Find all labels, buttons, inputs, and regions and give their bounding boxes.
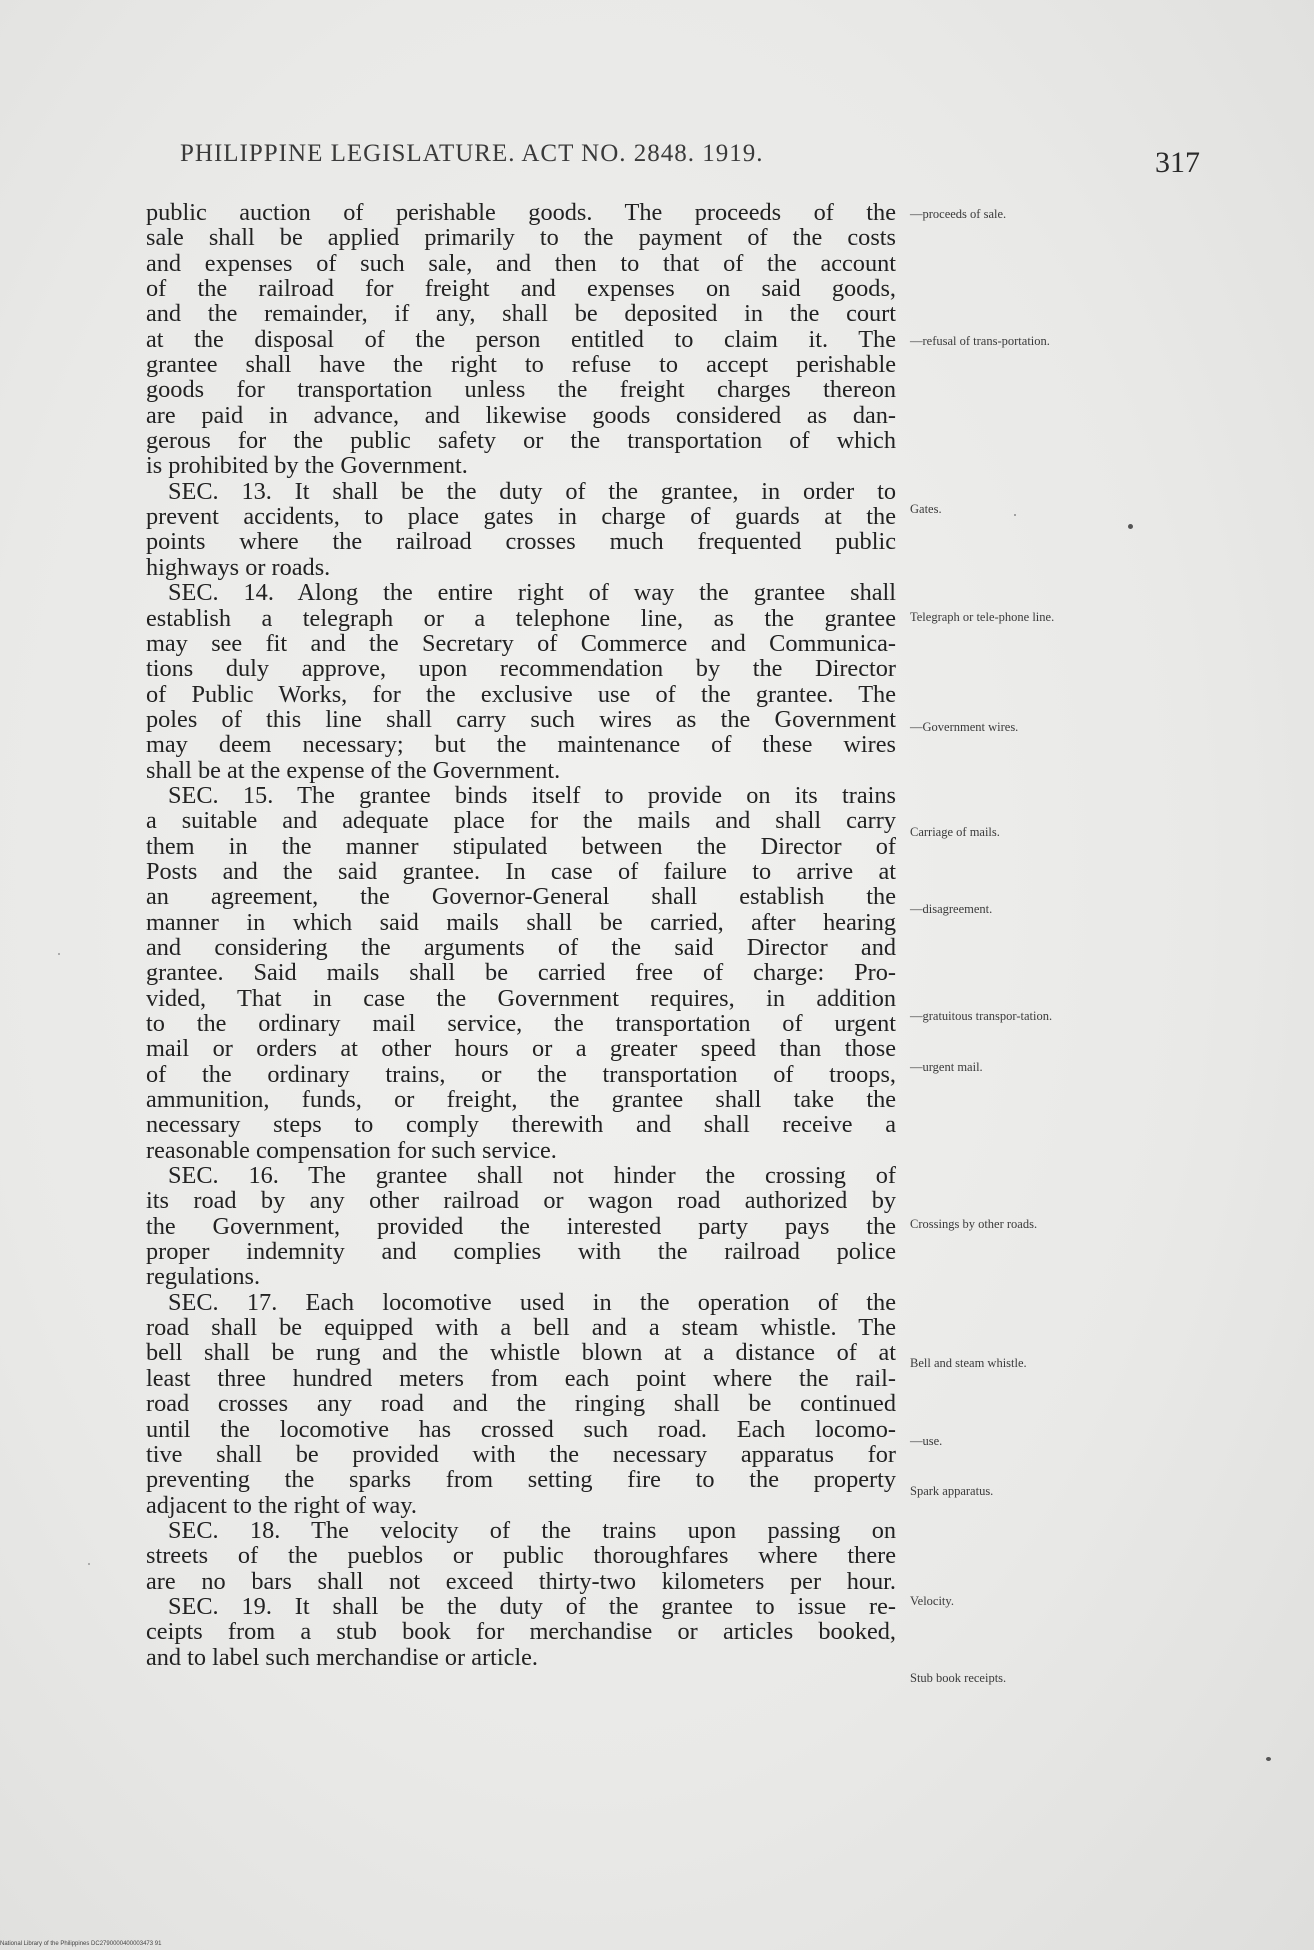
text-line: regulations.: [146, 1264, 261, 1290]
text-line: preventing the sparks from setting fire to the property: [146, 1467, 896, 1493]
text-line: manner in which said mails shall be carried, after hearing: [146, 909, 896, 935]
text-line: reasonable compensation for such service.: [146, 1137, 557, 1164]
margin-note-stub-book-receipts: Stub book receipts.: [910, 1671, 1007, 1685]
text-line: Posts and the said grantee. In case of failure to arrive at: [146, 858, 896, 885]
scan-speck: [1014, 514, 1016, 516]
text-line: of the ordinary trains, or the transportation of troops,: [146, 1061, 896, 1088]
margin-note-government-wires: —Government wires.: [910, 720, 1019, 734]
text-line: road shall be equipped with a bell and a steam whistle. The: [146, 1315, 896, 1341]
text-line: and considering the arguments of the said Director and: [146, 934, 896, 961]
text-line: its road by any other railroad or wagon road authorized by: [146, 1188, 896, 1214]
text-line: of Public Works, for the exclusive use of the grantee. The: [146, 681, 896, 707]
text-line: bell shall be rung and the whistle blown at a distance of at: [146, 1340, 896, 1366]
text-line: may deem necessary; but the maintenance of these wires: [146, 732, 896, 758]
text-line: until the locomotive has crossed such road. Each locomo-: [146, 1416, 896, 1442]
text-line: are no bars shall not exceed thirty-two kilometers per hour.: [146, 1568, 896, 1594]
scan-speck: [1128, 524, 1133, 529]
text-line: them in the manner stipulated between the Director of: [146, 833, 896, 859]
section-15-start: SEC. 15. The grantee binds itself to provide on its trains: [168, 782, 896, 809]
margin-note-disagreement: —disagreement.: [910, 902, 993, 916]
margin-note-crossings: Crossings by other roads.: [910, 1217, 1038, 1231]
page-number: 317: [1155, 146, 1200, 179]
text-line: establish a telegraph or a telephone line, as the grantee: [146, 605, 896, 631]
margin-note-velocity: Velocity.: [910, 1594, 954, 1608]
text-line: points where the railroad crosses much frequented public: [146, 529, 896, 555]
section-17-start: SEC. 17. Each locomotive used in the operation of the: [168, 1289, 896, 1316]
text-line: grantee. Said mails shall be carried free of charge: Pro-: [146, 960, 896, 986]
text-line: and the remainder, if any, shall be deposited in the court: [146, 301, 896, 327]
text-line: highways or roads.: [146, 554, 331, 581]
section-14-start: SEC. 14. Along the entire right of way the grantee shall: [168, 580, 896, 606]
text-line: tions duly approve, upon recommendation by the Director: [146, 656, 896, 682]
text-line: vided, That in case the Government requires, in addition: [146, 985, 896, 1011]
section-18-start: SEC. 18. The velocity of the trains upon passing on: [168, 1517, 896, 1544]
scan-speck: [88, 1563, 90, 1565]
text-line: the Government, provided the interested party pays the: [146, 1213, 896, 1240]
text-line: adjacent to the right of way.: [146, 1492, 417, 1518]
text-line: prevent accidents, to place gates in charge of guards at the: [146, 504, 896, 530]
body-text: [146, 200, 896, 1670]
text-line: sale shall be applied primarily to the payment of the costs: [146, 225, 896, 251]
margin-note-proceeds-of-sale: —proceeds of sale.: [910, 207, 1007, 221]
text-line: ammunition, funds, or freight, the grantee shall take the: [146, 1087, 896, 1113]
scan-speck: [1266, 1757, 1271, 1761]
text-line: gerous for the public safety or the transportation of which: [146, 428, 896, 454]
margin-note-gratuitous-transportation: —gratuitous transpor-tation.: [910, 1009, 1053, 1023]
scan-footer: National Library of the Philippines DC2790000400003473 91: [0, 1941, 162, 1947]
text-line: shall be at the expense of the Government.: [146, 757, 561, 783]
text-line: and to label such merchandise or article.: [146, 1644, 538, 1670]
text-line: at the disposal of the person entitled to claim it. The: [146, 326, 896, 353]
margin-note-spark-apparatus: Spark apparatus.: [910, 1484, 994, 1498]
text-line: road crosses any road and the ringing shall be continued: [146, 1391, 896, 1417]
text-line: are paid in advance, and likewise goods considered as dan-: [146, 402, 896, 429]
text-line: grantee shall have the right to refuse to accept perishable: [146, 352, 896, 378]
margin-note-carriage-of-mails: Carriage of mails.: [910, 825, 1000, 839]
margin-note-urgent-mail: —urgent mail.: [910, 1060, 983, 1074]
section-13-start: SEC. 13. It shall be the duty of the grantee, in order to: [168, 478, 896, 505]
scan-speck: [58, 953, 60, 955]
text-line: ceipts from a stub book for merchandise or articles booked,: [146, 1619, 896, 1645]
text-line: a suitable and adequate place for the mails and shall carry: [146, 808, 896, 834]
margin-note-gates: Gates.: [910, 502, 942, 516]
text-line: goods for transportation unless the freight charges thereon: [146, 377, 896, 403]
running-header: [180, 140, 764, 168]
text-line: public auction of perishable goods. The proceeds of the: [146, 200, 896, 226]
margin-note-use: —use.: [910, 1434, 943, 1448]
text-line: necessary steps to comply therewith and shall receive a: [146, 1112, 896, 1138]
text-line: and expenses of such sale, and then to that of the account: [146, 250, 896, 277]
header-text: PHILIPPINE LEGISLATURE. ACT NO. 2848. 1919.: [180, 140, 764, 167]
margin-note-refusal-of-transportation: —refusal of trans-portation.: [910, 334, 1050, 348]
text-line: mail or orders at other hours or a greater speed than those: [146, 1036, 896, 1062]
text-line: tive shall be provided with the necessary apparatus for: [146, 1441, 896, 1468]
margin-note-telegraph: Telegraph or tele-phone line.: [910, 610, 1055, 624]
text-line: an agreement, the Governor-General shall establish the: [146, 884, 896, 910]
section-16-start: SEC. 16. The grantee shall not hinder the crossing of: [168, 1163, 896, 1189]
text-line: may see fit and the Secretary of Commerce and Communica-: [146, 630, 896, 657]
margin-note-bell-and-whistle: Bell and steam whistle.: [910, 1356, 1027, 1370]
text-line: poles of this line shall carry such wires as the Government: [146, 706, 896, 733]
section-19-start: SEC. 19. It shall be the duty of the grantee to issue re-: [168, 1593, 896, 1620]
text-line: to the ordinary mail service, the transportation of urgent: [146, 1011, 896, 1037]
text-line: proper indemnity and complies with the railroad police: [146, 1239, 896, 1265]
text-line: of the railroad for freight and expenses on said goods,: [146, 276, 896, 302]
text-line: streets of the pueblos or public thoroughfares where there: [146, 1543, 896, 1569]
text-line: least three hundred meters from each point where the rail-: [146, 1365, 896, 1392]
text-line: is prohibited by the Government.: [146, 453, 468, 479]
